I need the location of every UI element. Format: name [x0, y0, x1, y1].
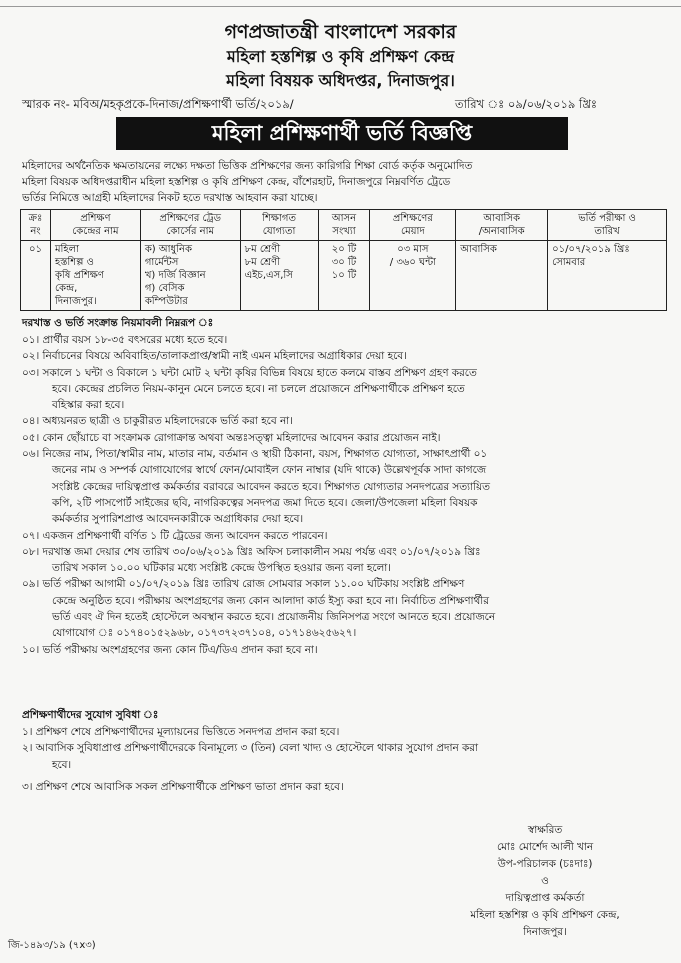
notice-date: তারিখ ঃ ০৯/০৬/২০১৯ খ্রিঃ	[455, 97, 598, 111]
rule-line: ভর্তি এবং ঐ দিন হতেই হোস্টেলে অবস্থান করতে হবে। প্রয়োজনীয় জিনিসপত্র সংগে আনতে হবে। প্রয়োজনে	[52, 611, 496, 624]
govt-title: গণপ্রজাতন্ত্রী বাংলাদেশ সরকার	[224, 21, 457, 43]
rule-line: কেন্দ্রে অনুষ্ঠিত হবে। পরীক্ষায় অংশগ্রহণের জন্য কোন আলাদা কার্ড ইস্যু করা হবে না। নির্বাচিত প্রশিক্ষণার্থীর	[52, 594, 489, 607]
cell-duration: ০৩ মাস / ৩৬০ ঘন্টা	[370, 241, 456, 311]
rule-line: সংশ্লিষ্ট কেন্দ্রের দায়িত্বপ্রাপ্ত কর্মকর্তার বরাবরে আবেদন করতে হবে। শিক্ষাগত যোগ্যতার সনদপত্রের সত্যায়িত	[52, 480, 490, 493]
cell-qualification: ৮ম শ্রেণী ৮ম শ্রেণী এইচ,এস,সি	[240, 241, 318, 311]
rule-line: ০২। নির্বাচনের বিষয়ে অবিবাহিত/তালাকপ্রাপ্ত/স্বামী নাই এমন মহিলাদের অগ্রাধিকার দেয়া হবে।	[22, 350, 407, 363]
signature-block	[420, 822, 670, 941]
rule-line: ০৮। দরখাস্ত জমা দেয়ার শেষ তারিখ ৩০/০৬/২০১৯ খ্রিঃ অফিস চলাকালীন সময় পর্যন্ত এবং ০১/০৭/২০১৯ খ্রিঃ	[22, 545, 481, 558]
rule-line: ০৭। একজন প্রশিক্ষণার্থী বর্ণিত ১ টি ট্রেডের জন্য আবেদন করতে পারবেন।	[22, 529, 328, 542]
intro-line: ভর্তির নিমিত্তে আগ্রহী মহিলাদের নিকট হতে দরখাস্ত আহবান করা যাচ্ছে।	[22, 192, 318, 204]
col-header: আসন সংখ্যা	[318, 210, 370, 241]
rule-line: যোগাযোগ ঃ ০১৭৪০১৫২৯৬৮, ০১৭৩৭২৩৭১০৪, ০১৭১৪৬২৫৬২৭।	[52, 627, 357, 640]
rule-line: ০৫। কোন ছোঁয়াচে বা সংক্রামক রোগাক্রান্ত অথবা অন্তঃসত্ত্বা মহিলাদের আবেদন করার প্রয়োজন নাই।	[22, 431, 441, 444]
rule-line: কর্মকর্তার সুপারিশপ্রাপ্ত আবেদনকারীকে অগ্রাধিকার দেয়া হবে।	[52, 513, 304, 526]
table-row	[21, 241, 667, 311]
table-header-row	[21, 210, 667, 241]
print-code: জি-১৪৯৩/১৯ (৭x৩)	[8, 940, 96, 951]
cell-residential: আবাসিক	[456, 241, 548, 311]
intro-line: মহিলাদের অর্থনৈতিক ক্ষমতায়নের লক্ষ্যে দক্ষতা ভিত্তিক প্রশিক্ষণের জন্য কারিগরি শিক্ষা বোর্ড কর্তৃক অনুমোদিত	[22, 160, 473, 172]
top-border	[0, 0, 681, 7]
department-title: মহিলা বিষয়ক অধিদপ্তর, দিনাজপুর।	[226, 71, 455, 90]
and-label: ও	[541, 875, 549, 887]
signatory-designation: উপ-পরিচালক (চঃদাঃ)	[497, 858, 593, 870]
col-header: প্রশিক্ষণ কেন্দ্রের নাম	[50, 210, 140, 241]
officer-title: দায়িত্বপ্রাপ্ত কর্মকর্তা	[505, 892, 585, 904]
intro-paragraph	[22, 158, 667, 206]
intro-line: মহিলা বিষয়ক অধিদপ্তরাধীন মহিলা হস্তশিল্প ও কৃষি প্রশিক্ষণ কেন্দ্র, বাঁশেরহাট, দিনাজপুরে নিম্নবর্ণিত ট্রেডে	[22, 176, 451, 188]
benefit-line: ১। প্রশিক্ষণ শেষে প্রশিক্ষণার্থীদের মূল্যায়নের ভিত্তিতে সনদপত্র প্রদান করা হবে।	[22, 726, 340, 738]
benefit-line: হবে।	[52, 758, 72, 771]
officer-place: দিনাজপুর।	[523, 926, 567, 938]
rule-line: জনের নাম ও সম্পর্ক যোগাযোগের স্বার্থে ফোন/মোবাইল ফোন নাম্বার (যদি থাকে) উল্লেখপূর্বক সাদা কাগজে	[52, 464, 487, 477]
benefit-line: ২। আবাসিক সুবিধাপ্রাপ্ত প্রশিক্ষণার্থীদেরকে বিনামূল্যে ৩ (তিন) বেলা খাদ্য ও হোস্টেলে থাকার সুযোগ প্রদান করা	[22, 742, 479, 755]
col-header: শিক্ষাগত যোগ্যতা	[240, 210, 318, 241]
rule-line: তারিখ সকাল ১০.০০ ঘটিকার মধ্যে সংশ্লিষ্ট কেন্দ্রে উপস্থিত হওয়ার জন্য বলা হলো।	[52, 562, 391, 575]
signatory-name: মোঃ মোর্শেদ আলী খান	[496, 841, 594, 853]
rules-list	[22, 332, 672, 658]
center-title: মহিলা হস্তশিল্প ও কৃষি প্রশিক্ষণ কেন্দ্র	[226, 47, 455, 66]
cell-center: মহিলা হস্তশিল্প ও কৃষি প্রশিক্ষণ কেন্দ্র, দিনাজপুর।	[50, 241, 140, 311]
col-header: আবাসিক /অনাবাসিক	[456, 210, 548, 241]
benefit-line: ৩। প্রশিক্ষণ শেষে আবাসিক সকল প্রশিক্ষণার্থীকে প্রশিক্ষণ ভাতা প্রদান করা হবে।	[22, 780, 344, 793]
rule-line: ০৯। ভর্তি পরীক্ষা আগামী ০১/০৭/২০১৯ খ্রিঃ তারিখ রোজ সোমবার সকাল ১১.০০ ঘটিকায় সংশ্লিষ্ট প্রশিক্ষণ	[22, 578, 465, 591]
rule-line: ০৩। সকালে ১ ঘন্টা ও বিকালে ১ ঘন্টা মোট ২ ঘন্টা কৃষির বিভিন্ন বিষয়ে হাতে কলমে বাস্তব প্রশিক্ষণ গ্রহণ করতে	[22, 366, 477, 379]
cell-courses: ক) আধুনিক গার্মেন্টস খ) দর্জি বিজ্ঞান গ) বেসিক কম্পিউটার	[140, 241, 240, 311]
rule-line: বহিস্কার করা হবে।	[52, 399, 125, 412]
benefits-list	[22, 724, 672, 795]
rule-line: ১০। ভর্তি পরীক্ষায় অংশগ্রহণের জন্য কোন টিএ/ডিএ প্রদান করা হবে না।	[22, 643, 318, 656]
cell-seats: ২০ টি ৩০ টি ১০ টি	[318, 241, 370, 311]
memo-number: স্মারক নং- মবিঅ/মহকৃপ্রকে-দিনাজ/প্রশিক্ষণার্থী ভর্তি/২০১৯/	[22, 97, 294, 111]
col-header: ভর্তি পরীক্ষা ও তারিখ	[548, 210, 667, 241]
notice-title: মহিলা প্রশিক্ষণার্থী ভর্তি বিজ্ঞপ্তি	[116, 117, 568, 150]
cell-exam: ০১/০৭/২০১৯ খ্রিঃ সোমবার	[548, 241, 667, 311]
rule-line: কপি, ২টি পাসপোর্ট সাইজের ছবি, নাগরিকত্বের সনদপত্র জমা দিতে হবে। জেলা/উপজেলা মহিলা বিষয়ক	[52, 496, 478, 509]
rule-line: ০৬। নিজের নাম, পিতা/স্বামীর নাম, মাতার নাম, বর্তমান ও স্থায়ী ঠিকানা, বয়স, শিক্ষাগত যোগ্যতা, সাক্ষাৎপ্রার্থী ০১	[22, 448, 488, 461]
col-header: প্রশিক্ষণের ট্রেড কোর্সের নাম	[140, 210, 240, 241]
course-table	[20, 209, 667, 311]
col-header: প্রশিক্ষণের মেয়াদ	[370, 210, 456, 241]
cell-serial: ০১	[21, 241, 51, 311]
rule-line: ০৪। অধ্যয়নরত ছাত্রী ও চাকুরীরত মহিলাদেরকে ভর্তি করা হবে না।	[22, 415, 293, 428]
signed-label: স্বাক্ষরিত	[527, 824, 563, 836]
rule-line: হবে। কেন্দ্রের প্রচলিত নিয়ম-কানুন মেনে চলতে হবে। না চললে প্রয়োজনে প্রশিক্ষণার্থীকে প্রশিক্ষণ হতে	[52, 382, 465, 395]
benefits-heading: প্রশিক্ষণার্থীদের সুযোগ সুবিধা ঃ	[22, 709, 159, 721]
officer-center: মহিলা হস্তশিল্প ও কৃষি প্রশিক্ষণ কেন্দ্র,	[470, 909, 620, 921]
rule-line: ০১। প্রার্থীর বয়স ১৮-৩৫ বৎসরের মধ্যে হতে হবে।	[22, 334, 228, 346]
rules-heading: দরখাস্ত ও ভর্তি সংক্রান্ত নিয়মাবলী নিম্নরূপ ঃ	[22, 317, 214, 329]
col-header: ক্রঃ নং	[21, 210, 51, 241]
